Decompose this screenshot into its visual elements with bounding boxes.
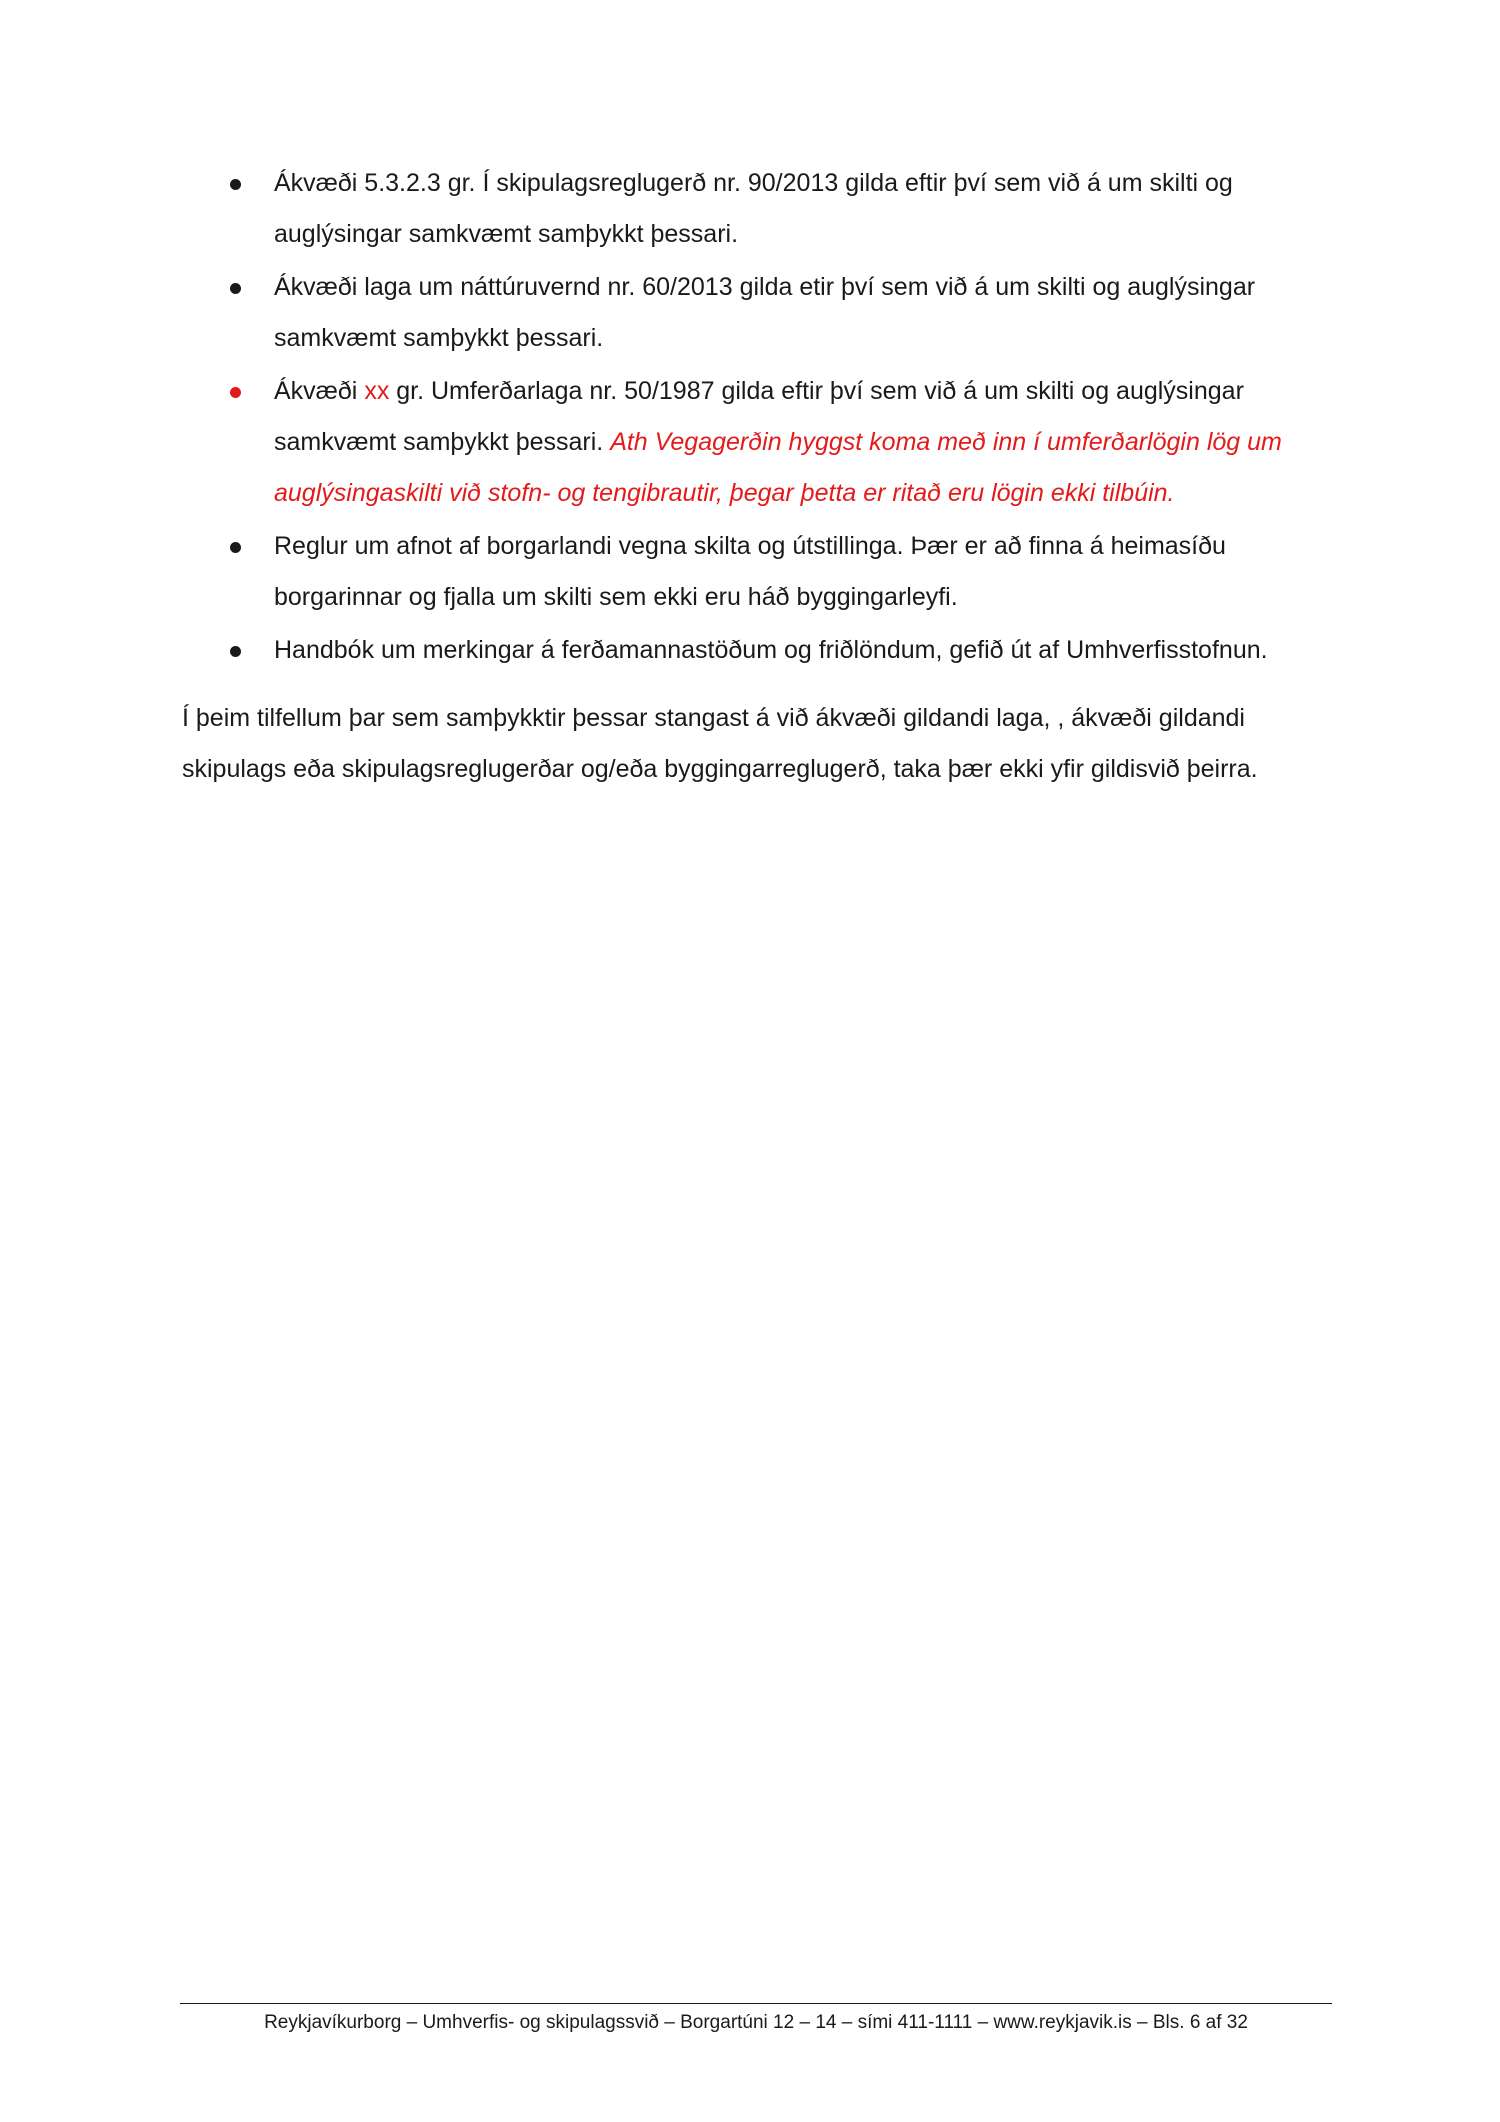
placeholder-article-number: xx bbox=[364, 377, 390, 405]
list-item-text: Reglur um afnot af borgarlandi vegna skilta og útstillinga. Þær er að finna á heimasíðu borgarinnar og fjalla um skilti sem ekki eru háð byggingarleyfi. bbox=[274, 532, 1226, 611]
list-item-text: Ákvæði laga um náttúruvernd nr. 60/2013 gilda etir því sem við á um skilti og auglýsingar samkvæmt samþykkt þessari. bbox=[274, 273, 1256, 352]
bullet-icon bbox=[230, 646, 241, 657]
footer-divider bbox=[180, 2003, 1332, 2004]
page-footer: Reykjavíkurborg – Umhverfis- og skipulagssvið – Borgartúni 12 – 14 – sími 411-1111 – www.reykjavik.is – Bls. 6 af 32 bbox=[264, 2012, 1248, 2033]
list-item bbox=[230, 262, 1340, 364]
list-item-text: Ákvæði bbox=[274, 377, 365, 405]
list-item bbox=[230, 158, 1340, 260]
bullet-icon bbox=[230, 283, 241, 294]
regulation-list bbox=[230, 158, 1340, 678]
list-item bbox=[230, 521, 1340, 623]
red-bullet-icon bbox=[230, 387, 241, 398]
body-paragraph: Í þeim tilfellum þar sem samþykktir þessar stangast á við ákvæði gildandi laga, , ákvæði gildandi skipulags eða skipulagsreglugerðar og/eða byggingarreglugerð, taka þær ekki yfir gildisvið þeirra. bbox=[182, 704, 1258, 783]
bullet-icon bbox=[230, 542, 241, 553]
list-item bbox=[230, 625, 1340, 676]
editorial-note: Ath Vegagerðin hyggst koma með inn í umferðarlögin lög um auglýsingaskilti við stofn- og tengibrautir, þegar þetta er ritað eru lögin ekki tilbúin. bbox=[274, 428, 1282, 507]
list-item-text: Handbók um merkingar á ferðamannastöðum og friðlöndum, gefið út af Umhverfisstofnun. bbox=[274, 636, 1268, 664]
list-item-text-continued: gr. Umferðarlaga nr. 50/1987 gilda eftir því sem við á um skilti og auglýsingar samkvæmt samþykkt þessari. bbox=[274, 377, 1244, 456]
list-item-text: Ákvæði 5.3.2.3 gr. Í skipulagsreglugerð nr. 90/2013 gilda eftir því sem við á um skilti og auglýsingar samkvæmt samþykkt þessari. bbox=[274, 169, 1233, 248]
bullet-icon bbox=[230, 179, 241, 190]
list-item bbox=[230, 366, 1340, 519]
